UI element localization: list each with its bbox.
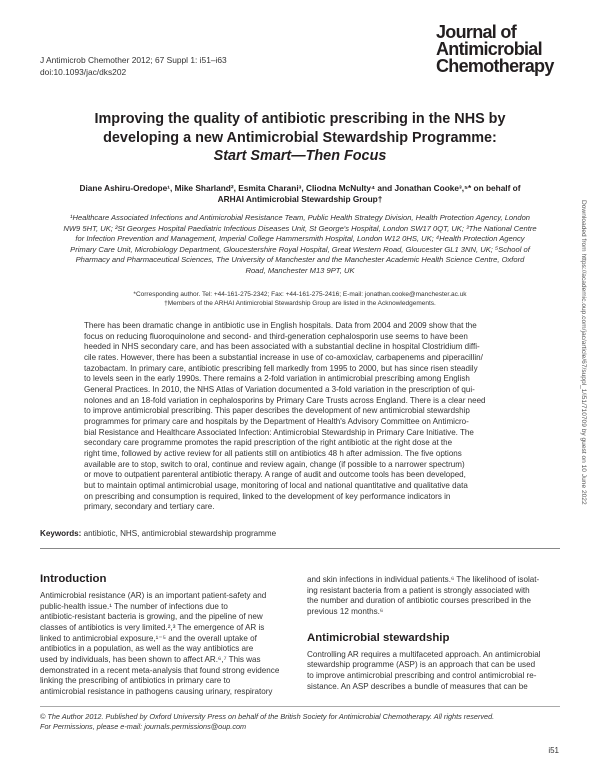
body-line: used by individuals, has been shown to affect AR.⁶,⁷ This was [40, 654, 261, 664]
left-column [40, 572, 295, 698]
body-line: public-health issue.¹ The number of infections due to [40, 601, 228, 611]
body-line: linked to antimicrobial exposure,¹⁻⁵ and the overall uptake of [40, 633, 257, 643]
abstract-line: on prescribing and consumption is required, linked to the development of key performance indicators in [84, 491, 451, 501]
author-list [40, 183, 560, 205]
abstract-line: right time, followed by active review for all patients still on antibiotics 48 h after admission. The five options [84, 448, 462, 458]
affiliation-line: Road, Manchester M13 9PT, UK [245, 265, 355, 275]
body-line: antimicrobial resistance in pathogens causing urinary, respiratory [40, 686, 273, 696]
body-line: ing resistant bacteria from a patient is strongly associated with [307, 585, 530, 595]
abstract-line: heeded in NHS secondary care, and has been associated with a substantial decline in hospital Clostridium diffi- [84, 342, 480, 352]
body-line: antibiotic-resistant bacteria is growing, and the pipeline of new [40, 612, 263, 622]
copyright-line: © The Author 2012. Published by Oxford University Press on behalf of the British Society for Antimicrobial Chemotherapy. All rights reserved. [40, 712, 495, 721]
download-watermark-text: Downloaded from https://academic.oup.com/jac/article/67/suppl_1/i51/710709 by guest on 10 June 2022 [580, 200, 587, 505]
body-line: and skin infections in individual patients.⁶ The likelihood of isolat- [307, 575, 540, 584]
abstract-line: to levels seen in the early 1990s. There remains a 2-fold variation in antimicrobial prescribing among English [84, 374, 470, 384]
affiliation-line: NW9 5HT, UK; ²St Georges Hospital Paediatric Infectious Diseases Unit, St George's Hospital, London SW17 0QT, UK; ³The National Centre [63, 223, 537, 233]
download-watermark [576, 200, 590, 670]
abstract-line: tazobactam. In primary care, antibiotic prescribing fell markedly from 1995 to 2000, but has since risen steadily [84, 363, 478, 373]
abstract-line: secondary care programme promotes the rapid prescription of the right antibiotic at the right dose at the [84, 438, 453, 448]
keywords [40, 528, 276, 539]
footer-divider [40, 706, 560, 707]
abstract-line: cile rates. However, there has been a substantial increase in use of co-amoxiclav, carbapenems and piperacillin/ [84, 352, 483, 362]
keywords-label: Keywords: [40, 529, 82, 538]
abstract [84, 321, 486, 513]
abstract-line: nolones and an 18-fold variation in cephalosporins by Primary Care Trusts across England. There is a clear need [84, 395, 486, 405]
affiliations [40, 213, 560, 277]
stewardship-heading: Antimicrobial stewardship [307, 631, 450, 644]
abstract-line: or move to outpatient parenteral antibiotic therapy. A range of audit and outcome tools has been developed, [84, 470, 466, 480]
group-note-line: †Members of the ARHAI Antimicrobial Stewardship Group are listed in the Acknowledgements. [164, 300, 436, 307]
keywords-text: antibiotic, NHS, antimicrobial stewardship programme [81, 529, 277, 538]
doi-line: doi:10.1093/jac/dks202 [40, 67, 127, 77]
affiliation-line: for Infection Prevention and Management, Imperial College Hammersmith Hospital, London W12 0HS, UK; ⁴Health Protection Agency [75, 234, 525, 244]
abstract-line: primary, secondary and tertiary care. [84, 502, 215, 512]
body-line: the number and duration of antibiotic courses prescribed in the [307, 596, 532, 606]
abstract-line: to improve antimicrobial prescribing. This paper describes the development of new antimicrobial stewardship [84, 406, 470, 416]
body-line: Antimicrobial resistance (AR) is an important patient-safety and [40, 591, 267, 600]
abstract-line: General Practices. In 2010, the NHS Atlas of Variation documented a 3-fold variation in the prescription of qui- [84, 384, 475, 394]
title-subtitle: Start Smart—Then Focus [213, 148, 387, 164]
abstract-line: focus on reducing fluoroquinolone and second- and third-generation cephalosporin use seems to have been [84, 331, 468, 341]
affiliation-line: Pharmacy and Pharmaceutical Sciences, The University of Manchester and the Manchester Academic Health Science Centre, Oxford [75, 255, 525, 265]
abstract-line: There has been dramatic change in antibiotic use in English hospitals. Data from 2004 and 2009 show that the [84, 321, 477, 330]
journal-logo-line: Chemotherapy [436, 56, 554, 76]
author-line: Diane Ashiru-Oredope¹, Mike Sharland², Esmita Charani³, Cliodna McNulty⁴ and Jonathan Cooke³,⁵* on behalf of [79, 183, 521, 193]
body-line: linking the prescribing of antibiotics in primary care to [40, 676, 231, 686]
abstract-line: but to maintain optimal antimicrobial usage, monitoring of local and national quantitative and qualitative data [84, 480, 468, 490]
body-line: antibiotics in a population, as well as the way antibiotics are [40, 644, 254, 654]
affiliation-line: ¹Healthcare Associated Infections and Antimicrobial Resistance Team, Public Health Strategy Division, Health Protection Agency, London [69, 213, 531, 222]
body-line: sistance. An ASP describes a bundle of measures that can be [307, 681, 528, 691]
abstract-line: available are to stop, switch to oral, continue and review again, change (if possible to a narrower spectrum) [84, 459, 465, 469]
title-line: developing a new Antimicrobial Stewardship Programme: [103, 129, 497, 146]
journal-logo-line: Journal of [436, 22, 517, 42]
journal-logo [436, 24, 554, 75]
right-column [307, 575, 562, 692]
copyright-footer [40, 712, 494, 732]
body-line: demonstrated in a recent meta-analysis that found strong evidence [40, 665, 280, 675]
article-citation [40, 54, 227, 78]
journal-logo-line: Antimicrobial [436, 39, 542, 59]
section-divider [40, 548, 560, 549]
affiliation-line: Primary Care Unit, Microbiology Department, Gloucestershire Royal Hospital, Great Western Road, Gloucester GL1 3NN, UK; ⁵School of [70, 244, 530, 254]
body-line: to improve antimicrobial prescribing and control antimicrobial re- [307, 670, 537, 680]
abstract-line: programmes for primary care and hospitals by the Department of Health's Advisory Committee on Antimicro- [84, 416, 469, 426]
body-line: classes of antibiotics is very limited.²,³ The emergence of AR is [40, 622, 265, 632]
article-title [40, 110, 560, 166]
title-line: Improving the quality of antibiotic prescribing in the NHS by [94, 111, 506, 127]
citation-line: J Antimicrob Chemother 2012; 67 Suppl 1: i51–i63 [40, 55, 227, 65]
author-line: ARHAI Antimicrobial Stewardship Group† [217, 194, 383, 204]
introduction-heading: Introduction [40, 573, 107, 585]
correspondence-line: *Corresponding author. Tel: +44-161-275-2342; Fax: +44-161-275-2416; E-mail: jonathan.cooke@manchester.ac.uk [133, 291, 467, 298]
abstract-line: bial Resistance and Healthcare Associated Infection: Antimicrobial Stewardship in Primary Care Initiative. The [84, 427, 474, 437]
page-number: i51 [548, 746, 559, 755]
body-line: Controlling AR requires a multifaceted approach. An antimicrobial [307, 649, 541, 659]
body-line: stewardship programme (ASP) is an approach that can be used [307, 660, 536, 670]
body-line: previous 12 months.⁶ [307, 606, 384, 616]
permissions-line: For Permissions, please e-mail: journals.permissions@oup.com [40, 722, 247, 731]
correspondence-note [40, 290, 560, 308]
